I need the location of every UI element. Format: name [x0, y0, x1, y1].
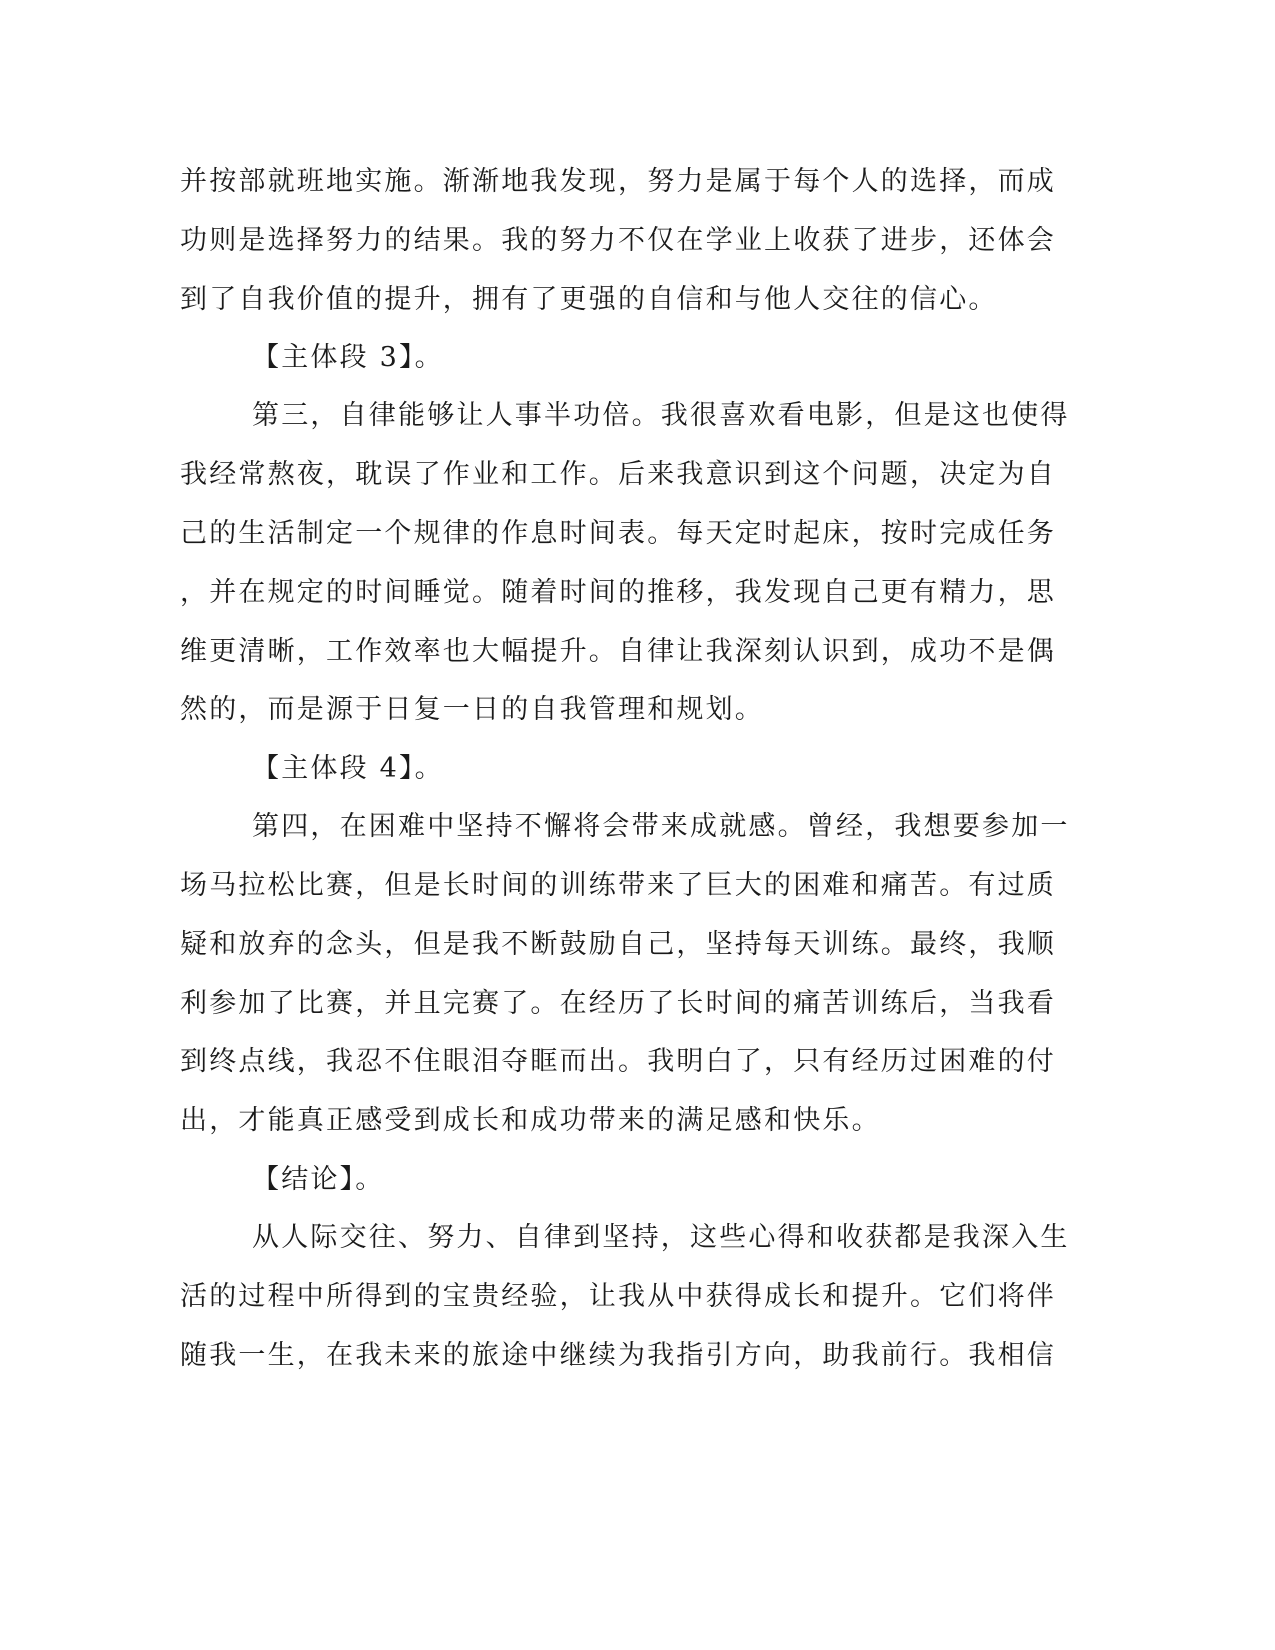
- paragraph-line: 我经常熬夜，耽误了作业和工作。后来我意识到这个问题，决定为自: [180, 459, 1056, 490]
- paragraph-line: 场马拉松比赛，但是长时间的训练带来了巨大的困难和痛苦。有过质: [180, 870, 1056, 901]
- paragraph-line: 功则是选择努力的结果。我的努力不仅在学业上收获了进步，还体会: [180, 225, 1056, 256]
- paragraph-line: 到了自我价值的提升，拥有了更强的自信和与他人交往的信心。: [180, 284, 998, 315]
- paragraph-line: 并按部就班地实施。渐渐地我发现，努力是属于每个人的选择，而成: [180, 166, 1056, 197]
- paragraph-line: 到终点线，我忍不住眼泪夺眶而出。我明白了，只有经历过困难的付: [180, 1046, 1056, 1077]
- paragraph-line: 出，才能真正感受到成长和成功带来的满足感和快乐。: [180, 1105, 881, 1136]
- paragraph-line: 己的生活制定一个规律的作息时间表。每天定时起床，按时完成任务: [180, 518, 1056, 549]
- paragraph-line: 活的过程中所得到的宝贵经验，让我从中获得成长和提升。它们将伴: [180, 1281, 1056, 1312]
- paragraph-line: 第四，在困难中坚持不懈将会带来成就感。曾经，我想要参加一: [252, 811, 1070, 842]
- section-heading-body-4: 【主体段 4】。: [252, 753, 444, 784]
- paragraph-line: 维更清晰，工作效率也大幅提升。自律让我深刻认识到，成功不是偶: [180, 636, 1056, 667]
- section-heading-body-3: 【主体段 3】。: [252, 342, 444, 373]
- paragraph-line: 利参加了比赛，并且完赛了。在经历了长时间的痛苦训练后，当我看: [180, 988, 1056, 1019]
- section-heading-conclusion: 【结论】。: [252, 1164, 385, 1195]
- paragraph-line: 然的，而是源于日复一日的自我管理和规划。: [180, 694, 764, 725]
- paragraph-line: 随我一生，在我未来的旅途中继续为我指引方向，助我前行。我相信: [180, 1340, 1056, 1371]
- paragraph-line: 第三，自律能够让人事半功倍。我很喜欢看电影，但是这也使得: [252, 400, 1070, 431]
- paragraph-line: 从人际交往、努力、自律到坚持，这些心得和收获都是我深入生: [252, 1222, 1070, 1253]
- paragraph-line: 疑和放弃的念头，但是我不断鼓励自己，坚持每天训练。最终，我顺: [180, 929, 1056, 960]
- paragraph-line: ，并在规定的时间睡觉。随着时间的推移，我发现自己更有精力，思: [180, 577, 1056, 608]
